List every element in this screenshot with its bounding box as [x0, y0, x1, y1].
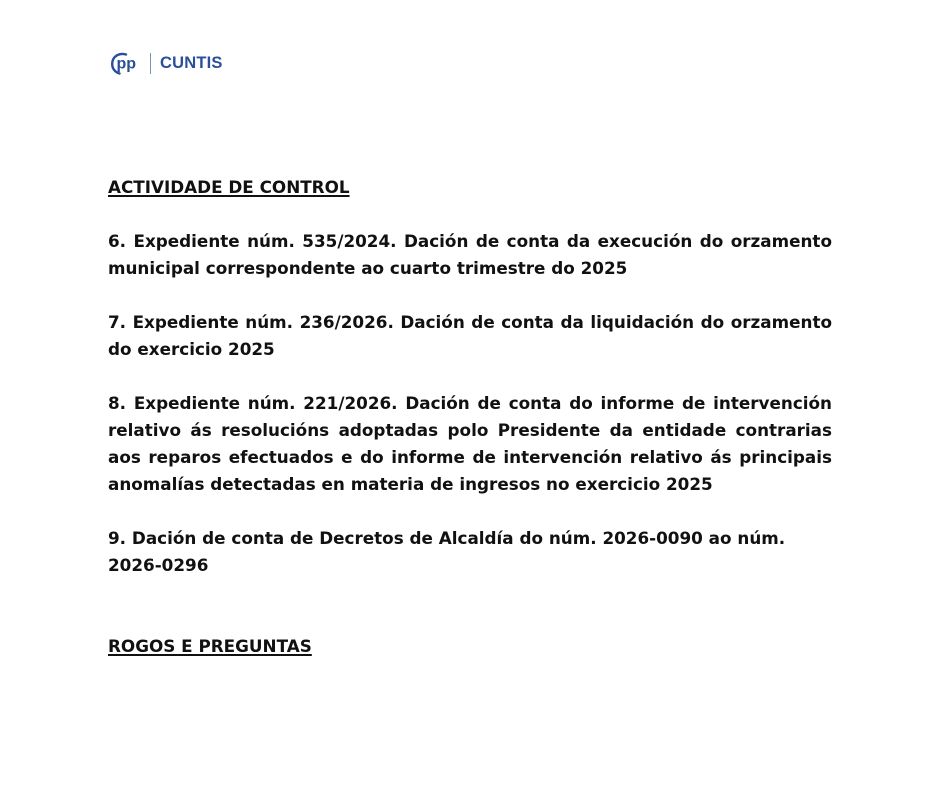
- agenda-item-6: 6. Expediente núm. 535/2024. Dación de conta da execución do orzamento municipal correspondente ao cuarto trimestre do 2025: [108, 231, 832, 278]
- agenda-item-7: 7. Expediente núm. 236/2026. Dación de conta da liquidación do orzamento do exercicio 2025: [108, 312, 832, 359]
- agenda-item-8: 8. Expediente núm. 221/2026. Dación de conta do informe de intervención relativo ás resolucións adoptadas polo Presidente da entidade contrarias aos reparos efectuados e do informe de intervención relativo ás principais anomalías detectadas en materia de ingresos no exercicio 2025: [108, 393, 832, 494]
- agenda-item-9: 9. Dación de conta de Decretos de Alcaldía do núm. 2026-0090 ao núm. 2026-0296: [108, 528, 786, 575]
- logo-mark-text: pp: [116, 55, 137, 73]
- section-heading-control: ACTIVIDADE DE CONTROL: [108, 177, 350, 197]
- pp-logo-icon: [110, 51, 144, 75]
- agenda-document: [108, 174, 832, 660]
- party-logo: [110, 51, 223, 75]
- logo-name: CUNTIS: [160, 53, 223, 72]
- section-heading-questions: ROGOS E PREGUNTAS: [108, 636, 312, 656]
- logo-separator: [150, 53, 151, 74]
